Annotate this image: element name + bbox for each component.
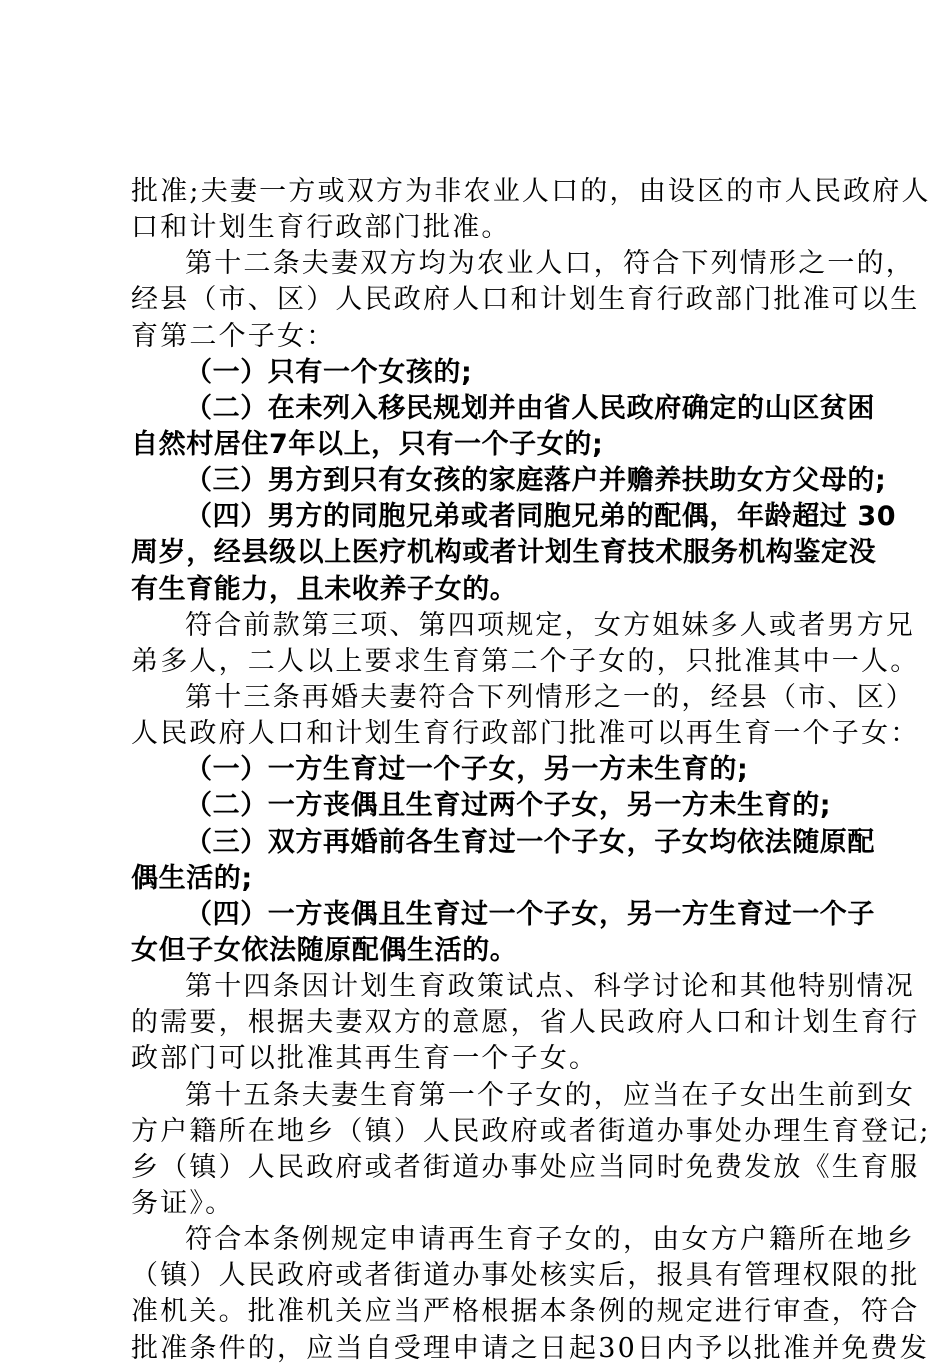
text-line: 批准;夫妻一方或双方为非农业人口的，由设区的市人民政府人	[131, 176, 931, 207]
text-line: 政部门可以批准其再生育一个子女。	[131, 1043, 599, 1075]
text-line: 准机关。批准机关应当严格根据本条例的规定进行审查，符合	[131, 1296, 920, 1328]
text-line: （四）一方丧偶且生育过一个子女，另一方生育过一个子	[185, 898, 875, 930]
text-line: （一）一方生育过一个子女，另一方未生育的;	[185, 754, 749, 786]
text-line: （四）男方的同胞兄弟或者同胞兄弟的配偶，年龄超过 30	[185, 501, 897, 533]
text-line: （镇）人民政府或者街道办事处核实后，报具有管理权限的批	[131, 1260, 920, 1292]
text-line: （二）在未列入移民规划并由省人民政府确定的山区贫困	[185, 392, 875, 424]
text-line: 偶生活的;	[131, 862, 253, 894]
text-line: 口和计划生育行政部门批准。	[131, 212, 511, 244]
text-line: 乡（镇）人民政府或者街道办事处应当同时免费发放《生育服	[131, 1151, 920, 1183]
text-line: 周岁，经县级以上医疗机构或者计划生育技术服务机构鉴定没	[131, 537, 877, 569]
text-line: 育第二个子女：	[131, 320, 336, 352]
text-line: 第十四条因计划生育政策试点、科学讨论和其他特别情况	[185, 971, 915, 1003]
text-line: 第十五条夫妻生育第一个子女的，应当在子女出生前到女	[185, 1079, 915, 1111]
text-line: 有生育能力，且未收养子女的。	[131, 573, 518, 605]
text-line: 经县（市、区）人民政府人口和计划生育行政部门批准可以生	[131, 284, 920, 316]
text-line: 的需要，根据夫妻双方的意愿，省人民政府人口和计划生育行	[131, 1007, 920, 1039]
text-line: （二）一方丧偶且生育过两个子女，另一方未生育的;	[185, 790, 832, 822]
text-line: 人民政府人口和计划生育行政部门批准可以再生育一个子女：	[131, 718, 920, 750]
text-line: 女但子女依法随原配偶生活的。	[131, 934, 518, 966]
text-line: 批准条件的，应当自受理申请之日起30日内予以批准并免费发	[131, 1332, 929, 1364]
text-line: （三）双方再婚前各生育过一个子女，子女均依法随原配	[185, 826, 875, 858]
text-line: 第十三条再婚夫妻符合下列情形之一的，经县（市、区）	[185, 681, 915, 713]
text-line: 务证》。	[131, 1187, 235, 1219]
text-line: 第十二条夫妻双方均为农业人口，符合下列情形之一的，	[185, 248, 915, 280]
document-body	[131, 174, 931, 1367]
text-line: 弟多人，二人以上要求生育第二个子女的，只批准其中一人。	[131, 645, 920, 677]
text-line: 符合前款第三项、第四项规定，女方姐妹多人或者男方兄	[185, 609, 915, 641]
text-line: （三）男方到只有女孩的家庭落户并赡养扶助女方父母的;	[185, 465, 887, 497]
text-line: （一）只有一个女孩的;	[185, 356, 473, 388]
text-line: 符合本条例规定申请再生育子女的，由女方户籍所在地乡	[185, 1224, 915, 1256]
text-line: 方户籍所在地乡（镇）人民政府或者街道办事处办理生育登记;	[131, 1115, 931, 1147]
text-line: 自然村居住7年以上，只有一个子女的;	[131, 428, 604, 460]
